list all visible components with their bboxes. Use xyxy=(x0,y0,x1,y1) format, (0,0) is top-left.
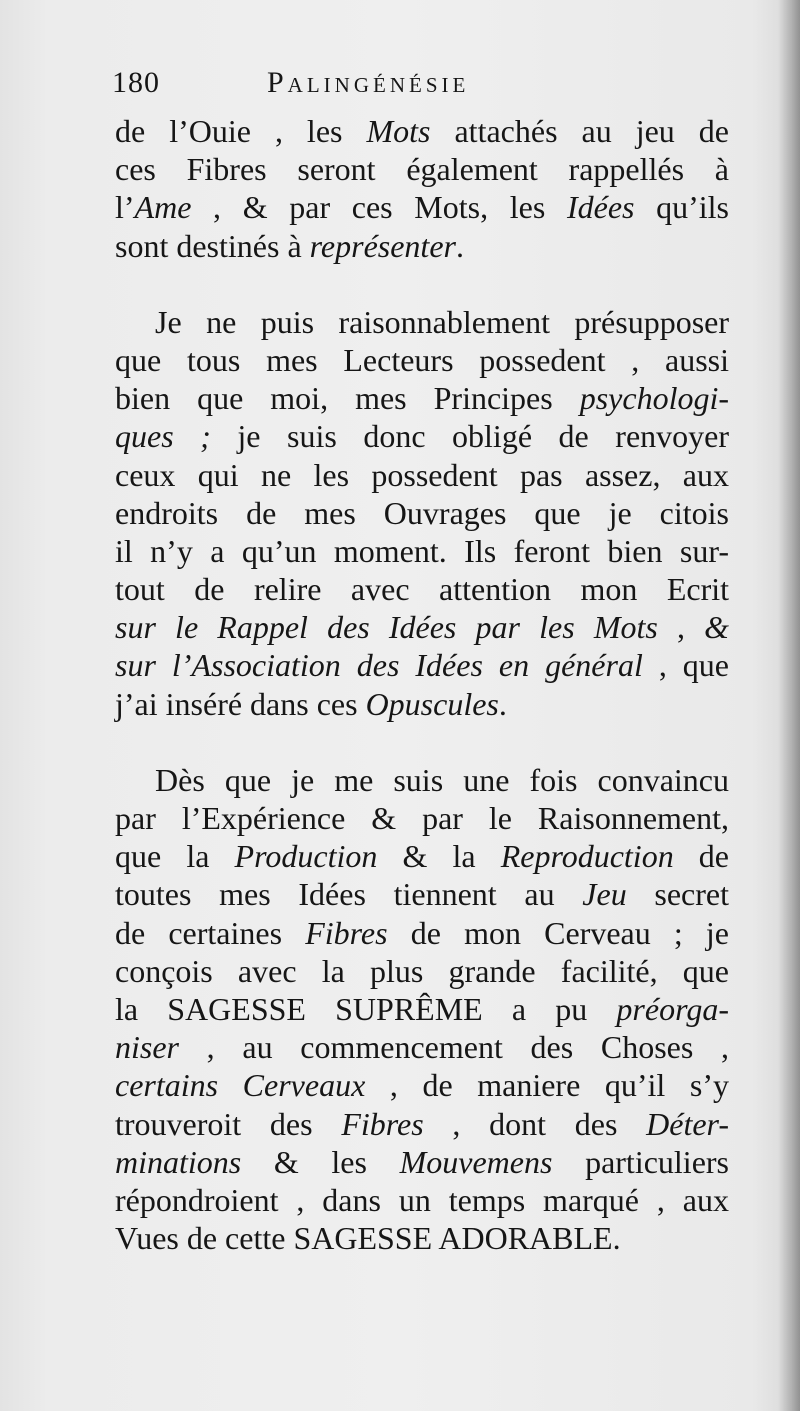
text-run: conçois avec la plus grande facilité, que xyxy=(115,952,729,989)
text-run: ceux qui ne les possedent pas assez, aux xyxy=(115,456,729,493)
text-run: . xyxy=(455,227,464,264)
italic-text: Ame xyxy=(134,189,192,226)
text-run: la SAGESSE SUPRÊME a pu xyxy=(115,990,617,1027)
text-line xyxy=(115,799,729,837)
text-line xyxy=(115,1143,729,1181)
text-run: que tous mes Lecteurs possedent , aussi xyxy=(115,341,729,378)
text-run: Vues de cette SAGESSE ADORABLE. xyxy=(115,1220,621,1257)
text-line xyxy=(115,875,729,913)
italic-text: minations xyxy=(115,1143,242,1180)
italic-text: représenter xyxy=(309,227,456,264)
text-run: de mon Cerveau ; je xyxy=(387,914,730,951)
text-line xyxy=(115,532,729,570)
text-run: de xyxy=(673,838,730,875)
text-line xyxy=(115,150,729,188)
italic-text: préorga- xyxy=(616,990,729,1027)
text-run: que la xyxy=(115,838,235,875)
text-run: ces Fibres seront également rappellés à xyxy=(115,151,729,188)
italic-text: Opuscules xyxy=(365,685,499,722)
italic-text: Déter- xyxy=(646,1105,730,1142)
text-run: Dès que je me suis une fois convaincu xyxy=(155,761,729,798)
text-run: de certaines xyxy=(115,914,306,951)
text-run: par l’Expérience & par le Raisonnement, xyxy=(115,800,729,836)
paragraph xyxy=(115,303,729,723)
text-run: . xyxy=(498,685,507,722)
text-line xyxy=(115,990,729,1028)
text-line xyxy=(115,608,729,646)
italic-text: certains Cerveaux xyxy=(115,1067,366,1104)
text-run: , & par ces Mots, les xyxy=(191,189,567,226)
italic-text: ques ; xyxy=(115,418,211,455)
text-line xyxy=(115,914,729,952)
italic-text: Mouvemens xyxy=(399,1143,553,1180)
page-number: 180 xyxy=(112,66,160,99)
text-run: répondroient , dans un temps marqué , aux xyxy=(115,1181,729,1218)
text-line xyxy=(115,685,729,723)
text-run: , au commencement des Choses , xyxy=(179,1029,729,1066)
text-run: l’ xyxy=(115,189,135,226)
italic-text: niser xyxy=(115,1029,179,1066)
text-line xyxy=(115,837,729,875)
paragraph-gap xyxy=(115,265,729,303)
text-line xyxy=(115,227,729,265)
page-edge-shadow xyxy=(778,0,800,1411)
text-run: endroits de mes Ouvrages que je citois xyxy=(115,494,729,531)
italic-text: Idées xyxy=(566,189,635,226)
page-header xyxy=(112,66,732,116)
text-run: j’ai inséré dans ces xyxy=(115,685,366,722)
text-line xyxy=(115,494,729,532)
paragraph xyxy=(115,761,729,1257)
text-line xyxy=(115,341,729,379)
text-line xyxy=(115,570,729,608)
text-run: je suis donc obligé de renvoyer xyxy=(210,418,730,455)
text-run: trouveroit des xyxy=(115,1105,342,1142)
text-run: , de maniere qu’il s’y xyxy=(365,1067,730,1104)
text-run: , dont des xyxy=(423,1105,647,1142)
text-line xyxy=(115,646,729,684)
text-line xyxy=(115,1219,729,1257)
text-run: particuliers xyxy=(552,1143,729,1180)
text-line xyxy=(115,417,729,455)
italic-text: sur le Rappel des Idées par les Mots xyxy=(115,609,658,646)
text-run: il n’y a qu’un moment. Ils feront bien sur- xyxy=(115,532,729,569)
text-run: attachés au jeu de xyxy=(430,113,730,149)
text-run: qu’ils xyxy=(634,189,730,226)
text-line xyxy=(115,1105,729,1143)
text-line xyxy=(115,1028,729,1066)
italic-text: & xyxy=(704,609,730,646)
text-run: de l’Ouie , les xyxy=(115,113,367,149)
running-title: Palingénésie xyxy=(267,66,470,99)
text-run: , que xyxy=(642,647,729,684)
paragraph-gap xyxy=(115,723,729,761)
italic-text: psychologi- xyxy=(579,380,729,417)
text-run: , xyxy=(657,609,705,646)
text-line xyxy=(115,456,729,494)
italic-text: Reproduction xyxy=(500,838,674,875)
text-line xyxy=(115,188,729,226)
italic-text: Production xyxy=(234,838,378,875)
italic-text: Jeu xyxy=(582,876,627,913)
text-run: bien que moi, mes Principes xyxy=(115,380,580,417)
text-run: tout de relire avec attention mon Ecrit xyxy=(115,571,729,608)
text-run: Je ne puis raisonnablement présupposer xyxy=(155,303,729,340)
italic-text: Fibres xyxy=(305,914,388,951)
text-line xyxy=(115,1181,729,1219)
text-run: & la xyxy=(377,838,501,875)
text-line xyxy=(115,1066,729,1104)
body-text xyxy=(115,112,729,1257)
italic-text: Mots xyxy=(366,113,431,149)
text-line xyxy=(115,952,729,990)
text-line xyxy=(115,379,729,417)
text-run: sont destinés à xyxy=(115,227,310,264)
text-run: toutes mes Idées tiennent au xyxy=(115,876,583,913)
text-run: & les xyxy=(241,1143,400,1180)
italic-text: sur l’Association des Idées en général xyxy=(115,647,643,684)
text-line xyxy=(115,761,729,799)
text-run: secret xyxy=(626,876,730,913)
text-line xyxy=(115,303,729,341)
italic-text: Fibres xyxy=(341,1105,424,1142)
text-line xyxy=(115,112,729,150)
paragraph xyxy=(115,112,729,265)
